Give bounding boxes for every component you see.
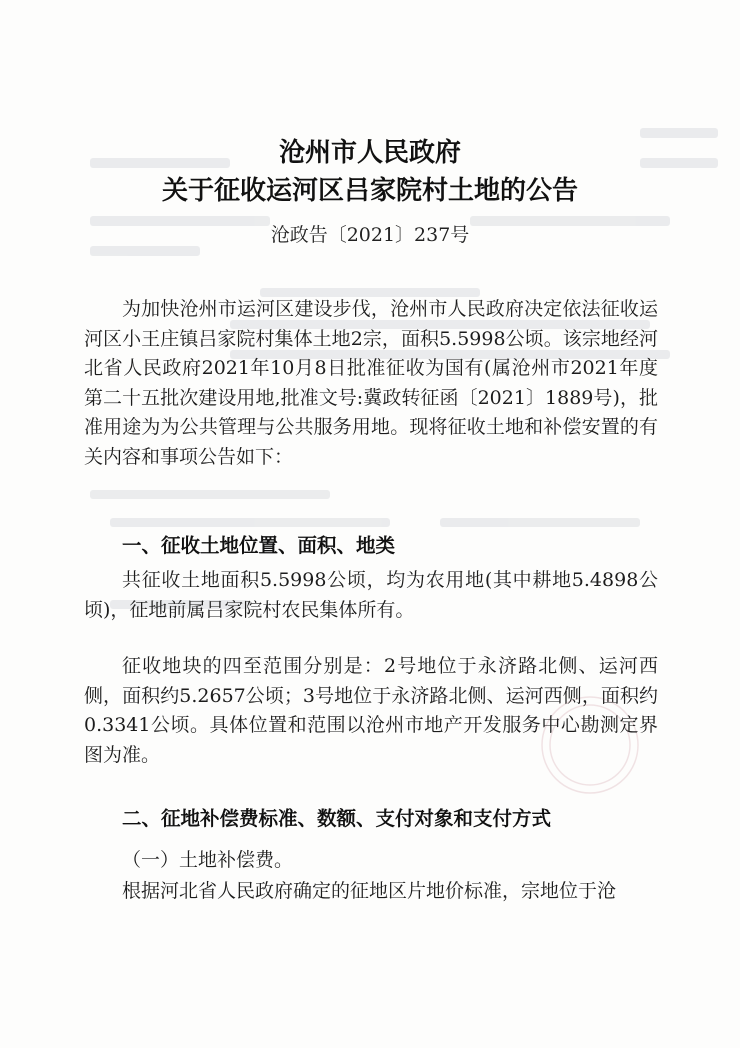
- section-2-paragraph-1: 根据河北省人民政府确定的征地区片地价标准，宗地位于沧: [122, 880, 617, 902]
- section-2-subheading-1: （一）土地补偿费。: [122, 849, 294, 871]
- document-number: 沧政告〔2021〕237号: [270, 224, 470, 246]
- section-1-paragraph-2: 征收地块的四至范围分别是：2号地位于永济路北侧、运河西侧，面积约5.2657公顷；3号地位于永济路北侧、运河西侧，面积约0.3341公顷。具体位置和范围以沧州市地产开发服务中心勘测定界图为准。: [84, 655, 658, 766]
- page-title-line-1: 沧州市人民政府: [278, 138, 461, 168]
- section-1-heading: 一、征收土地位置、面积、地类: [122, 534, 396, 557]
- page-title-line-2: 关于征收运河区吕家院村土地的公告: [161, 176, 578, 206]
- section-1-paragraph-1: 共征收土地面积5.5998公顷，均为农用地(其中耕地5.4898公顷)，征地前属吕家院村农民集体所有。: [84, 569, 658, 621]
- section-2-heading: 二、征地补偿费标准、数额、支付对象和支付方式: [122, 807, 552, 830]
- intro-paragraph: 为加快沧州市运河区建设步伐，沧州市人民政府决定依法征收运河区小王庄镇吕家院村集体土地2宗，面积5.5998公顷。该宗地经河北省人民政府2021年10月8日批准征收为国有(属沧州市2021年度第二十五批次建设用地,批准文号:冀政转征函〔2021〕1889号)，批准用途为为公共管理与公共服务用地。现将征收土地和补偿安置的有关内容和事项公告如下：: [84, 298, 658, 468]
